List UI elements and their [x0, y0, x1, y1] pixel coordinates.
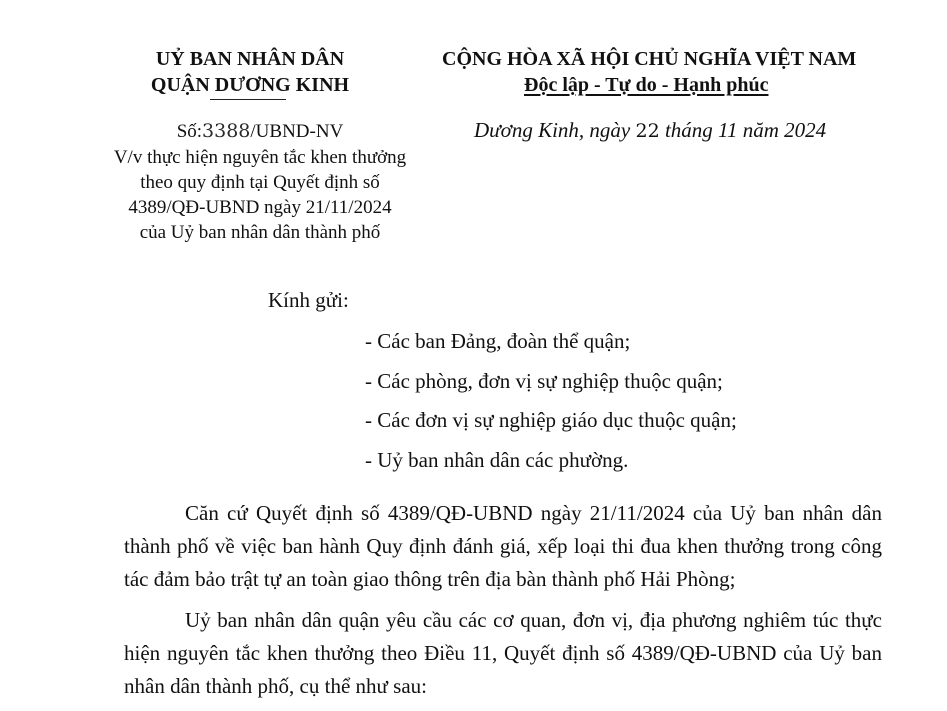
date-suffix: tháng 11 năm 2024 — [659, 118, 827, 142]
issuing-district: QUẬN DƯƠNG KINH — [150, 74, 350, 96]
national-motto: Độc lập - Tự do - Hạnh phúc — [524, 74, 769, 96]
date-day-handwritten: 22 — [635, 120, 660, 142]
recipient-item: - Các phòng, đơn vị sự nghiệp thuộc quận; — [365, 369, 723, 393]
recipient-item: - Uỷ ban nhân dân các phường. — [365, 448, 629, 472]
subject-line: theo quy định tại Quyết định số — [140, 172, 380, 193]
recipient-item: - Các đơn vị sự nghiệp giáo dục thuộc quận; — [365, 408, 737, 432]
subject-line: 4389/QĐ-UBND ngày 21/11/2024 — [128, 197, 392, 218]
greeting: Kính gửi: — [268, 288, 349, 312]
recipient-item: - Các ban Đảng, đoàn thể quận; — [365, 329, 631, 353]
subject-line: của Uỷ ban nhân dân thành phố — [139, 222, 381, 243]
issuing-authority: UỶ BAN NHÂN DÂN — [155, 48, 345, 70]
issue-date — [474, 118, 826, 143]
ref-suffix: /UBND-NV — [250, 121, 344, 142]
header-divider — [210, 99, 286, 100]
ref-number-handwritten: 3388 — [202, 120, 251, 142]
body-paragraph: Căn cứ Quyết định số 4389/QĐ-UBND ngày 21/11/2024 của Uỷ ban nhân dân thành phố về việc ban hành Quy định đánh giá, xếp loại thi đua khen thưởng trong công tác đảm bảo trật tự an toàn giao thông trên địa bàn thành phố Hải Phòng; — [124, 501, 882, 591]
body-paragraph: Uỷ ban nhân dân quận yêu cầu các cơ quan, đơn vị, địa phương nghiêm túc thực hiện nguyên tắc khen thưởng theo Điều 11, Quyết định số 4389/QĐ-UBND của Uỷ ban nhân dân thành phố, cụ thể như sau: — [124, 608, 882, 698]
subject-line: V/v thực hiện nguyên tắc khen thưởng — [113, 147, 407, 168]
ref-prefix: Số: — [176, 121, 203, 142]
date-prefix: Dương Kinh, ngày — [474, 118, 636, 142]
document-number — [100, 120, 420, 143]
national-title: CỘNG HÒA XÃ HỘI CHỦ NGHĨA VIỆT NAM — [442, 48, 857, 70]
